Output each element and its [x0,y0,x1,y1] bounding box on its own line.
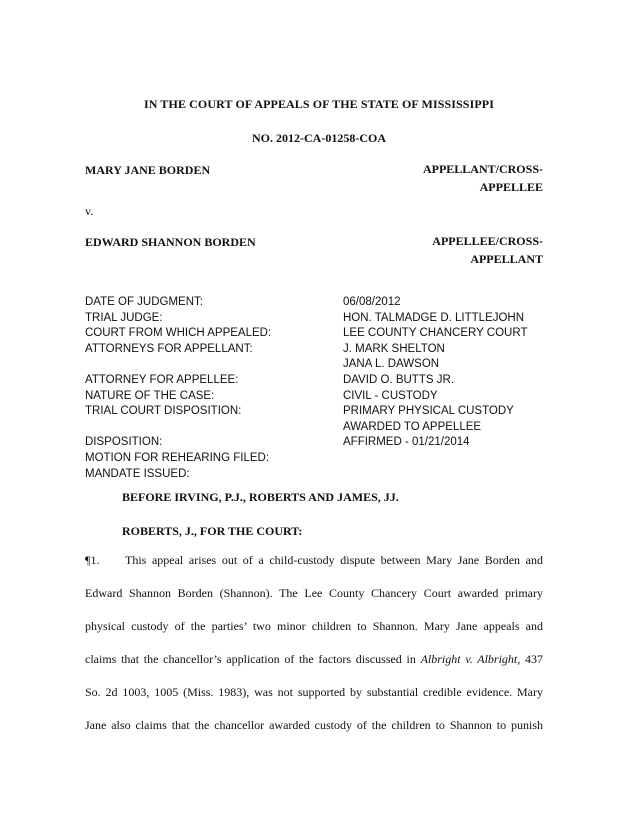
case-citation: Albright v. Albright [420,652,518,666]
value-attorney-appellee: DAVID O. BUTTS JR. [343,373,454,386]
opinion-line-1-text: This appeal arises out of a child-custody dispute between Mary Jane Borden and [125,553,543,567]
appellee-role [343,232,543,268]
appellant-role-line1: APPELLANT/CROSS- [422,162,543,176]
label-blank [85,357,271,373]
opinion-line-4-text: claims that the chancellor’s application of the factors discussed in [85,652,416,666]
case-citation-tail: , 437 [517,652,543,666]
label-trial-judge: TRIAL JUDGE: [85,311,163,324]
value-attorney-1: J. MARK SHELTON [343,342,445,355]
court-heading: IN THE COURT OF APPEALS OF THE STATE OF MISSISSIPPI [144,97,494,111]
opinion-line-2: Edward Shannon Borden (Shannon). The Lee County Chancery Court awarded primary [85,586,543,600]
case-info-labels [85,295,271,482]
appellee-role-line1: APPELLEE/CROSS- [432,234,543,248]
opinion-line-1 [85,549,543,582]
value-mandate-issued [343,467,527,483]
opinion-line-6: Jane also claims that the chancellor awarded custody of the children to Shannon to punish [85,718,543,732]
label-motion-rehearing: MOTION FOR REHEARING FILED: [85,451,270,464]
opinion-line-4 [85,648,543,681]
panel-before: BEFORE IRVING, P.J., ROBERTS AND JAMES, JJ. [122,490,399,504]
label-blank [85,420,271,436]
case-info-values [343,295,527,482]
docket-number: NO. 2012-CA-01258-COA [252,131,386,145]
value-motion-rehearing [343,451,527,467]
label-attorney-appellee: ATTORNEY FOR APPELLEE: [85,373,239,386]
opinion-line-5: So. 2d 1003, 1005 (Miss. 1983), was not supported by substantial credible evidence. Mary [85,685,543,699]
label-nature-of-case: NATURE OF THE CASE: [85,389,215,402]
label-court-appealed: COURT FROM WHICH APPEALED: [85,327,272,340]
label-attorneys-appellant: ATTORNEYS FOR APPELLANT: [85,342,253,355]
value-disposition: AFFIRMED - 01/21/2014 [343,436,470,449]
value-attorney-2: JANA L. DAWSON [343,358,440,371]
appellant-name: MARY JANE BORDEN [85,163,211,177]
value-trial-disposition-2: AWARDED TO APPELLEE [343,420,482,433]
opinion-line-3: physical custody of the parties’ two minor children to Shannon. Mary Jane appeals and [85,619,543,633]
label-disposition: DISPOSITION: [85,436,163,449]
value-court-appealed: LEE COUNTY CHANCERY COURT [343,327,528,340]
value-trial-judge: HON. TALMADGE D. LITTLEJOHN [343,311,525,324]
opinion-author: ROBERTS, J., FOR THE COURT: [122,524,303,538]
value-date-of-judgment: 06/08/2012 [343,296,401,308]
label-mandate-issued: MANDATE ISSUED: [85,467,190,480]
label-date-of-judgment: DATE OF JUDGMENT: [85,296,203,308]
value-trial-disposition-1: PRIMARY PHYSICAL CUSTODY [343,405,514,418]
label-trial-disposition: TRIAL COURT DISPOSITION: [85,405,242,418]
appellee-name: EDWARD SHANNON BORDEN [85,235,256,249]
versus: v. [85,204,94,218]
appellant-role [343,160,543,196]
appellee-role-line2: APPELLANT [470,252,543,266]
paragraph-mark: ¶1. [85,553,100,567]
value-nature-of-case: CIVIL - CUSTODY [343,389,438,402]
appellant-role-line2: APPELLEE [479,180,543,194]
opinion-body [85,549,543,747]
